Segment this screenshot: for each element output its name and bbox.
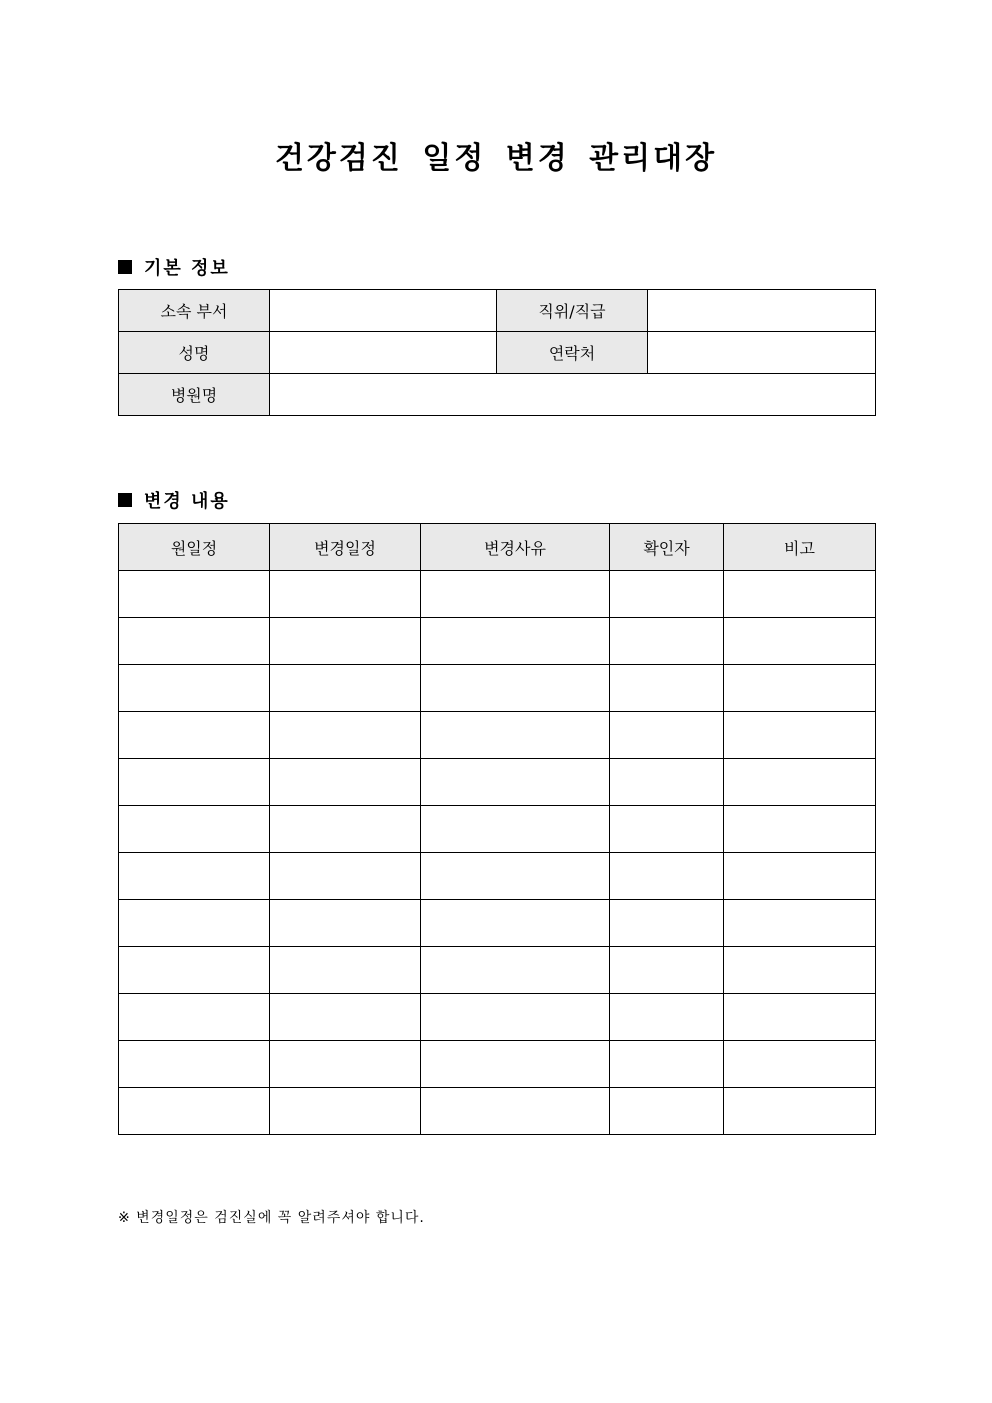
reason-cell[interactable] xyxy=(421,806,610,853)
reason-cell[interactable] xyxy=(421,900,610,947)
table-row xyxy=(119,853,876,900)
reason-cell[interactable] xyxy=(421,571,610,618)
changed-date-cell[interactable] xyxy=(270,900,421,947)
changed-date-cell[interactable] xyxy=(270,994,421,1041)
table-row xyxy=(119,618,876,665)
name-field[interactable] xyxy=(270,332,497,374)
original-date-cell[interactable] xyxy=(119,665,270,712)
confirmer-cell[interactable] xyxy=(610,571,724,618)
remarks-cell[interactable] xyxy=(724,900,876,947)
changed-date-cell[interactable] xyxy=(270,665,421,712)
confirmer-cell[interactable] xyxy=(610,806,724,853)
position-field[interactable] xyxy=(648,290,876,332)
reason-cell[interactable] xyxy=(421,994,610,1041)
table-row xyxy=(119,665,876,712)
square-bullet-icon xyxy=(118,260,132,274)
basic-info-heading xyxy=(118,254,230,280)
table-row xyxy=(119,759,876,806)
changed-date-cell[interactable] xyxy=(270,618,421,665)
changes-table-body xyxy=(119,571,876,1135)
department-label: 소속 부서 xyxy=(119,290,270,332)
table-row xyxy=(119,332,876,374)
confirmer-cell[interactable] xyxy=(610,853,724,900)
remarks-cell[interactable] xyxy=(724,618,876,665)
basic-info-table xyxy=(118,289,876,416)
square-bullet-icon xyxy=(118,493,132,507)
remarks-cell[interactable] xyxy=(724,1041,876,1088)
table-row xyxy=(119,900,876,947)
confirmer-cell[interactable] xyxy=(610,759,724,806)
changed-date-cell[interactable] xyxy=(270,1041,421,1088)
changed-date-cell[interactable] xyxy=(270,947,421,994)
name-label: 성명 xyxy=(119,332,270,374)
original-date-cell[interactable] xyxy=(119,759,270,806)
original-date-cell[interactable] xyxy=(119,1041,270,1088)
original-date-cell[interactable] xyxy=(119,618,270,665)
remarks-cell[interactable] xyxy=(724,806,876,853)
changes-heading xyxy=(118,487,230,513)
reason-cell[interactable] xyxy=(421,1041,610,1088)
changed-date-cell[interactable] xyxy=(270,571,421,618)
reason-cell[interactable] xyxy=(421,712,610,759)
basic-info-heading-text: 기본 정보 xyxy=(144,258,230,279)
changed-date-cell[interactable] xyxy=(270,759,421,806)
original-date-cell[interactable] xyxy=(119,712,270,759)
changed-date-cell[interactable] xyxy=(270,712,421,759)
column-header-changed-date: 변경일정 xyxy=(270,524,421,571)
hospital-field[interactable] xyxy=(270,374,876,416)
changed-date-cell[interactable] xyxy=(270,853,421,900)
original-date-cell[interactable] xyxy=(119,994,270,1041)
table-row xyxy=(119,994,876,1041)
table-row xyxy=(119,947,876,994)
confirmer-cell[interactable] xyxy=(610,618,724,665)
position-label: 직위/직급 xyxy=(497,290,648,332)
table-row xyxy=(119,1041,876,1088)
table-row xyxy=(119,374,876,416)
reason-cell[interactable] xyxy=(421,665,610,712)
remarks-cell[interactable] xyxy=(724,712,876,759)
confirmer-cell[interactable] xyxy=(610,994,724,1041)
changes-table xyxy=(118,523,876,1135)
remarks-cell[interactable] xyxy=(724,1088,876,1135)
confirmer-cell[interactable] xyxy=(610,900,724,947)
remarks-cell[interactable] xyxy=(724,853,876,900)
confirmer-cell[interactable] xyxy=(610,665,724,712)
table-row xyxy=(119,290,876,332)
footnote: ※ 변경일정은 검진실에 꼭 알려주셔야 합니다. xyxy=(118,1210,425,1226)
original-date-cell[interactable] xyxy=(119,853,270,900)
reason-cell[interactable] xyxy=(421,853,610,900)
remarks-cell[interactable] xyxy=(724,994,876,1041)
reason-cell[interactable] xyxy=(421,618,610,665)
original-date-cell[interactable] xyxy=(119,806,270,853)
table-row xyxy=(119,806,876,853)
reason-cell[interactable] xyxy=(421,947,610,994)
column-header-original-date: 원일정 xyxy=(119,524,270,571)
changed-date-cell[interactable] xyxy=(270,1088,421,1135)
column-header-reason: 변경사유 xyxy=(421,524,610,571)
original-date-cell[interactable] xyxy=(119,900,270,947)
reason-cell[interactable] xyxy=(421,759,610,806)
table-row xyxy=(119,1088,876,1135)
confirmer-cell[interactable] xyxy=(610,1088,724,1135)
confirmer-cell[interactable] xyxy=(610,1041,724,1088)
hospital-label: 병원명 xyxy=(119,374,270,416)
remarks-cell[interactable] xyxy=(724,947,876,994)
original-date-cell[interactable] xyxy=(119,947,270,994)
contact-field[interactable] xyxy=(648,332,876,374)
original-date-cell[interactable] xyxy=(119,571,270,618)
column-header-confirmer: 확인자 xyxy=(610,524,724,571)
changed-date-cell[interactable] xyxy=(270,806,421,853)
table-row xyxy=(119,712,876,759)
remarks-cell[interactable] xyxy=(724,571,876,618)
table-row xyxy=(119,571,876,618)
document-title: 건강검진 일정 변경 관리대장 xyxy=(274,141,718,176)
changes-heading-text: 변경 내용 xyxy=(144,491,230,512)
confirmer-cell[interactable] xyxy=(610,947,724,994)
original-date-cell[interactable] xyxy=(119,1088,270,1135)
table-header-row xyxy=(119,524,876,571)
contact-label: 연락처 xyxy=(497,332,648,374)
confirmer-cell[interactable] xyxy=(610,712,724,759)
remarks-cell[interactable] xyxy=(724,759,876,806)
column-header-remarks: 비고 xyxy=(724,524,876,571)
remarks-cell[interactable] xyxy=(724,665,876,712)
reason-cell[interactable] xyxy=(421,1088,610,1135)
department-field[interactable] xyxy=(270,290,497,332)
